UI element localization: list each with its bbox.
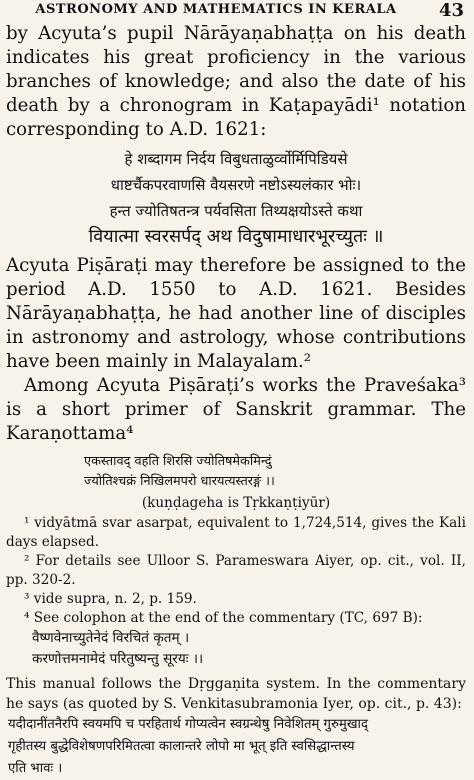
verse-line: गृहीतस्य बुद्धेविशेषणपरिमितत्वा कालान्तरे लोपो मा भूत् इति स्वसिद्धान्तस्य: [8, 739, 355, 754]
paragraph-3: Among Acyuta Piṣāraṭi’s works the Praveśaka³ is a short primer of Sanskrit grammar. The Karaṇottama⁴: [6, 375, 466, 444]
footnote-3: ³ vide supra, n. 2, p. 159.: [24, 591, 197, 607]
verse-line: ज्योतिश्चक्रं निखिलमपरो धारयत्यस्तरङ्गं ।।: [84, 474, 275, 489]
running-head-title: ASTRONOMY AND MATHEMATICS IN KERALA: [35, 2, 397, 17]
paragraph-2: Acyuta Piṣāraṭi may therefore be assigned to the period A.D. 1550 to A.D. 1621. Besides Nārāyaṇabhaṭṭa, he had another line of disciples in astronomy and astrology, whose contributions have been mainly in Malayalam.²: [6, 255, 466, 372]
verse-line: हे शब्दागम निर्दय विबुधताळुर्व्वोर्मिपिडियसे: [124, 150, 348, 168]
sanskrit-verse-karanottama: [6, 452, 466, 492]
paragraph-4: This manual follows the Dṛggaṇita system. In the commentary he says (as quoted by S. Venkitasubramonia Iyer, op. cit., p. 43):: [6, 676, 466, 712]
sanskrit-verse-colophon: [6, 628, 466, 670]
verse-line: हन्त ज्योतिषतन्त्र पर्यवसिता तिथ्यक्षयोऽस्ते कथा: [109, 202, 363, 220]
verse-line: धाष्टर्चैकपरवाणसि वैयसरणे नष्टोऽस्यलंकार भोः।: [110, 176, 362, 194]
verse-line: एकस्तावद् वहति शिरसि ज्योतिषमेकमिन्दुं: [84, 454, 272, 469]
running-head: [6, 0, 466, 22]
verse-line: करणोत्तमनामेदं परितुष्यन्तु सूरयः ।।: [32, 651, 204, 667]
verse-line: एति भावः ।: [8, 761, 63, 776]
sanskrit-quote: [6, 714, 466, 780]
verse-line: वैष्णवेनाच्युतेनेदं विरचितं कृतम् ।: [32, 630, 190, 646]
sanskrit-verse-chronogram: [6, 146, 466, 250]
page-number: 43: [438, 0, 464, 21]
verse-line: वियात्मा स्वरसर्पद् अथ विदुषामाधारभूरच्युतः ॥: [88, 226, 384, 247]
paragraph-1: by Acyuta’s pupil Nārāyaṇabhaṭṭa on his death indicates his great proficiency in the various branches of knowledge; and also the date of his death by a chronogram in Kaṭapayādi¹ notation corresponding to A.D. 1621:: [6, 23, 466, 140]
footnote-4: ⁴ See colophon at the end of the commentary (TC, 697 B):: [24, 610, 423, 626]
footnote-1: ¹ vidyātmā svar asarpat, equivalent to 1,724,514, gives the Kali days elapsed.: [6, 515, 466, 550]
footnote-2: ² For details see Ulloor S. Parameswara Aiyer, op. cit., vol. II, pp. 320-2.: [6, 553, 466, 588]
kundageha-note: (kuṇḍageha is Tṛkkaṇṭiyūr): [141, 495, 331, 511]
verse-line: यदीदानींतनैरपि स्वयमपि च परहितार्थ गोप्यत्वेन स्वग्रन्थेषु निवेशितम् गुरुमुखाद्: [8, 717, 368, 732]
